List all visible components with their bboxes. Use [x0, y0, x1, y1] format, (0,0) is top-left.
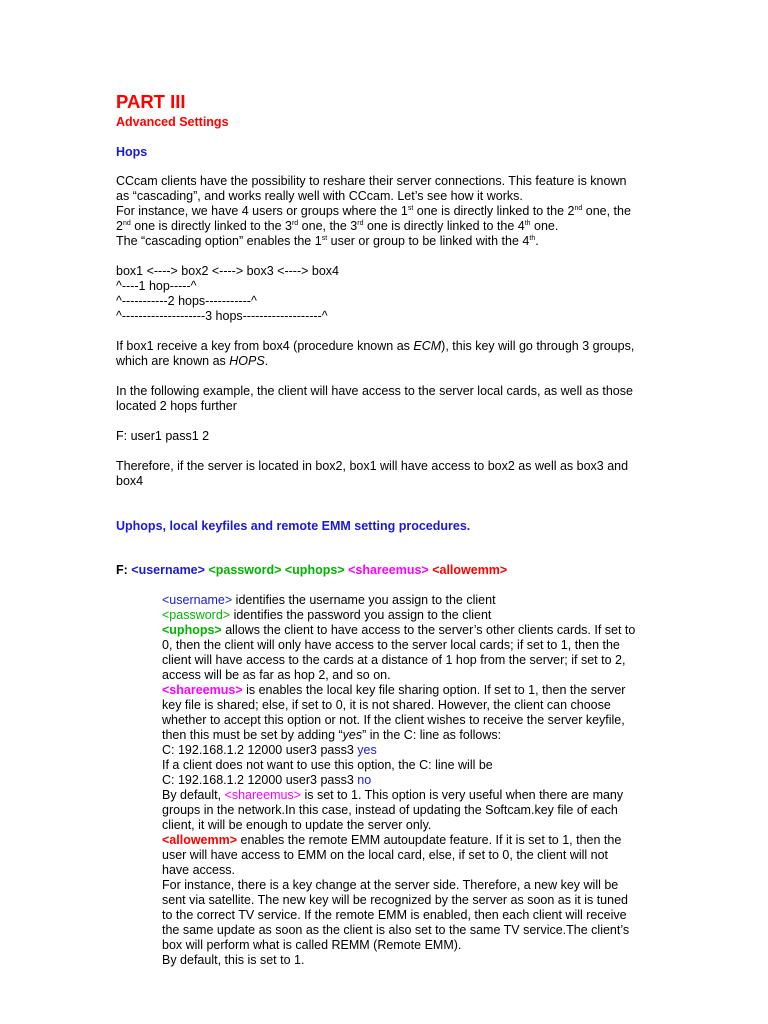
param-allowemm: <allowemm> enables the remote EMM autoupdate feature. If it is set to 1, then the	[162, 833, 622, 847]
param-password: <password> identifies the password you assign to the client	[162, 608, 492, 622]
param-username: <username> identifies the username you assign to the client	[162, 593, 496, 607]
page-subtitle: Advanced Settings	[116, 115, 229, 129]
c-line-no: C: 192.168.1.2 12000 user3 pass3 no	[162, 773, 372, 787]
f-line-example: F: user1 pass1 2	[116, 429, 210, 443]
intro-paragraph: CCcam clients have the possibility to reshare their server connections. This feature is known as “cascading”, and works really well with CCcam. Let’s see how it works. For instance, we have 4 users or groups where the 1st one is directly linked to the 2nd one, the 2nd one is directly linked to the 3rd one, the 3rd one is directly linked to the 4th one. The “cascading option” enables the 1st user or group to be linked with the 4th.	[116, 174, 631, 248]
param-uphops: <uphops> allows the client to have access to the server’s other clients cards. If set to	[162, 623, 636, 637]
uphops-heading: Uphops, local keyfiles and remote EMM setting procedures.	[116, 519, 471, 533]
therefore-paragraph: Therefore, if the server is located in box2, box1 will have access to box2 as well as box3 and box4	[116, 459, 629, 488]
document-page	[116, 92, 656, 968]
param-shareemus: <shareemus> is enables the local key file sharing option. If set to 1, then the server	[162, 683, 626, 697]
example-paragraph: In the following example, the client will have access to the server local cards, as well as those located 2 hops further	[116, 384, 633, 413]
page-title: PART III	[116, 91, 186, 112]
c-line-yes: C: 192.168.1.2 12000 user3 pass3 yes	[162, 743, 377, 757]
f-line-syntax: F: <username> <password> <uphops> <shareemus> <allowemm>	[116, 563, 508, 577]
ecm-paragraph: If box1 receive a key from box4 (procedure known as ECM), this key will go through 3 groups, which are known as HOPS.	[116, 339, 635, 368]
hops-diagram: box1 <----> box2 <----> box3 <----> box4 ^----1 hop-----^ ^-----------2 hops-----------^ ^--------------------3 hops-------------------^	[116, 264, 340, 323]
hops-heading: Hops	[116, 145, 148, 159]
parameter-descriptions: <username> identifies the username you assign to the client <password> identifies the password you assign to the client <uphops> allows the client to have access to the server’s other clients cards. If set to 0, then the client will only have access to the server local cards; if set to 1, then the client will have access to the cards at a distance of 1 hop from the server; if set to 2, access will be as far as hop 2, and so on. <shareemus> is enables the local key file sharing option. If set to 1, then the server key file is shared; else, if set to 0, it is not shared. However, the client can choose whether to accept this option or not. If the client wishes to receive the server keyfile, then this must be set by adding “yes” in the C: line as follows: C: 192.168.1.2 12000 user3 pass3 yes If a client does not want to use this option, the C: line will be C: 192.168.1.2 12000 user3 pass3 no By default, <shareemus> is set to 1. This option is very useful when there are many groups in the network.In this case, instead of updating the Softcam.key file of each client, it will be enough to update the server only. <allowemm> enables the remote EMM autoupdate feature. If it is set to 1, then the user will have access to EMM on the local card, else, if set to 0, the client will not have access. For instance, there is a key change at the server side. Therefore, a new key will be sent via satellite. The new key will be recognized by the server as soon as it is tuned to the correct TV service. If the remote EMM is enabled, then each client will receive the same update as soon as the client is also set to the same TV service.The client’s box will perform what is called REMM (Remote EMM). By default, this is set to 1.	[162, 593, 652, 968]
